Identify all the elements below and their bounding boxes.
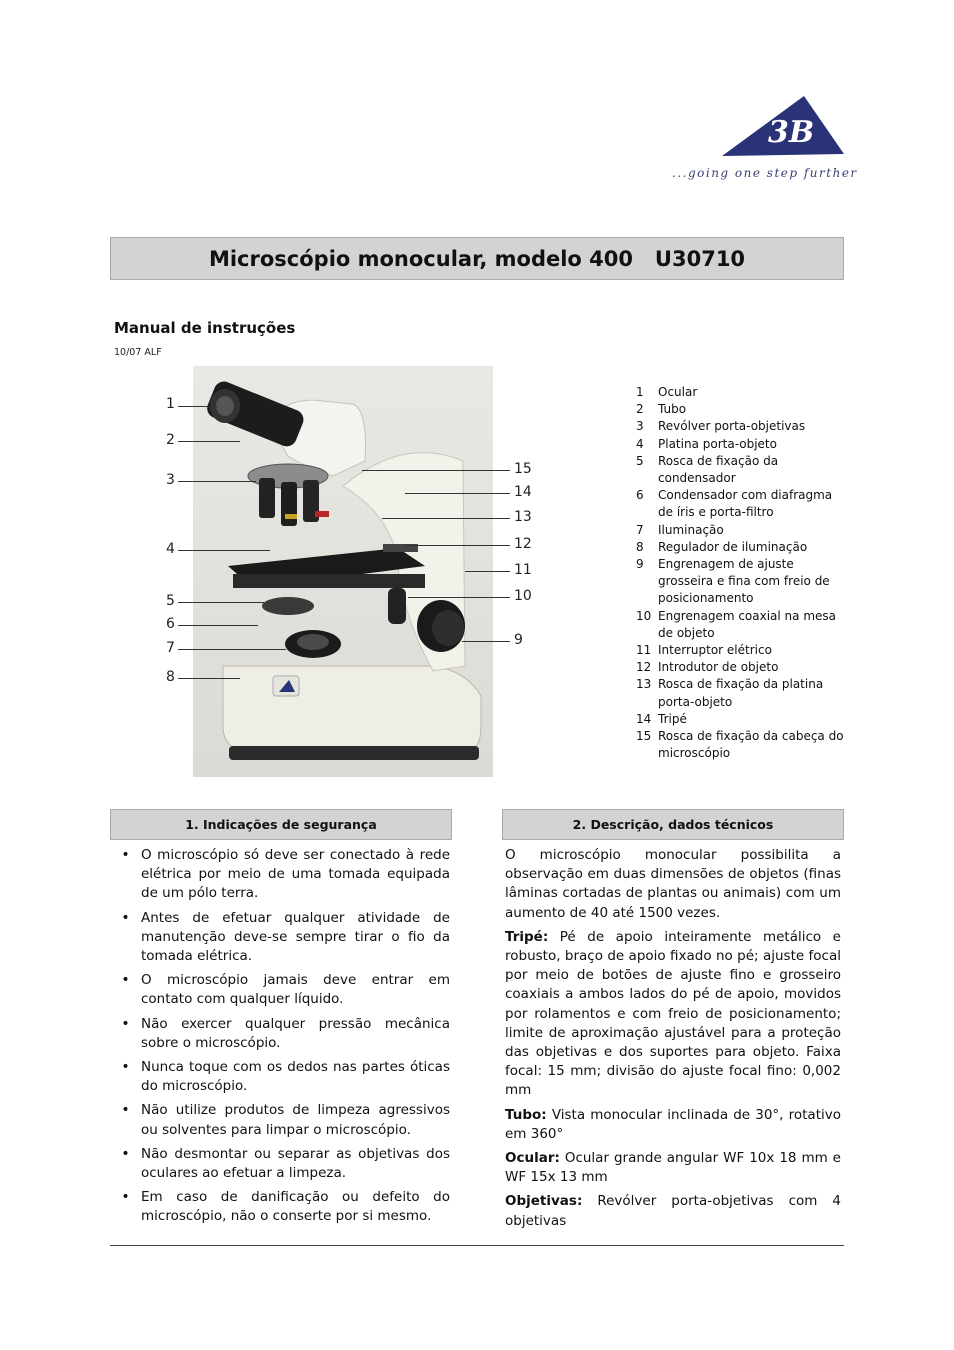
callout-line-10 [408,597,510,598]
list-item-text: Não utilize produtos de limpeza agressivos ou solventes para limpar o microscópio. [141,1102,450,1138]
description-paragraph [505,1149,841,1187]
legend-item [636,522,846,539]
legend-item [636,436,846,453]
bullet-icon: • [121,1102,130,1119]
legend-number: 13 [636,677,652,692]
legend-number: 7 [636,522,644,537]
bullet-icon: • [121,1145,130,1162]
legend-text: Regulador de iluminação [658,539,808,554]
list-item-text: Antes de efetuar qualquer atividade de manutenção deve-se sempre tirar o fio da tomada elétrica. [141,909,450,965]
list-item [110,1015,450,1053]
logo-tagline: ...going one step further [672,166,858,180]
legend-text: Tubo [658,402,687,417]
callout-line-14 [405,493,510,494]
paragraph-label: Tubo: [505,1106,547,1123]
legend-text: Engrenagem coaxial na mesa de objeto [658,608,837,640]
callout-10: 10 [514,588,532,604]
list-item-text: Nunca toque com os dedos nas partes óticas do microscópio. [141,1059,450,1095]
legend-text: Engrenagem de ajuste grosseira e fina com freio de posicionamento [658,557,830,606]
list-item [110,971,450,1009]
legend-number: 1 [636,385,644,399]
list-item [110,909,450,967]
paragraph-text: Pé de apoio inteiramente metálico e robusto, braço de apoio fixado no pé; ajuste focal por meio de botões de ajuste fino e grosseiro coaxiais a ambos lados do pé de apoio, movidos por rolamentos e com freio de posicionamento; limite de aproximação ajustável para a proteção das objetivas e dos suportes para objeto. Faixa focal: 15 mm; divisão do ajuste focal fino: 0,002 mm [505,928,841,1099]
callout-15: 15 [514,461,532,477]
list-item-text: O microscópio só deve ser conectado à rede elétrica por meio de uma tomada equipada de um pólo terra. [141,847,450,902]
list-item [110,1145,450,1183]
callout-12: 12 [514,536,532,552]
legend-item [636,401,846,418]
safety-list [110,846,450,1232]
list-item [110,1188,450,1226]
callout-4: 4 [166,541,175,557]
callout-1: 1 [166,396,175,412]
description-paragraph [505,1106,841,1144]
paragraph-label: Objetivas: [505,1193,583,1210]
callout-7: 7 [166,640,175,656]
svg-text:3B: 3B [768,115,815,150]
callout-line-13 [382,518,510,519]
description-paragraph [505,928,841,1101]
callout-line-5 [178,602,264,603]
bullet-icon: • [121,972,130,989]
callout-line-2 [178,441,240,442]
legend-number: 10 [636,608,652,623]
list-item-text: Não desmontar ou separar as objetivas dos oculares ao efetuar a limpeza. [141,1145,450,1182]
document-title: Microscópio monocular, modelo 400 U30710 [208,246,746,271]
legend-text: Interruptor elétrico [658,643,772,658]
list-item [110,1101,450,1139]
list-item [110,1058,450,1096]
legend-text: Tripé [658,711,687,726]
legend-number: 6 [636,488,644,503]
legend-item [636,487,846,521]
legend-text: Revólver porta-objetivas [658,419,806,434]
legend-number: 8 [636,539,644,554]
callout-line-7 [178,649,286,650]
legend-item [636,539,846,556]
legend-item [636,676,846,710]
paragraph-text: Vista monocular inclinada de 30°, rotativo em 360° [505,1106,841,1142]
callout-line-11 [465,571,510,572]
legend-item [636,556,846,608]
legend-text: Platina porta-objeto [658,436,777,451]
legend-item [636,418,846,435]
section-heading-safety: 1. Indicações de segurança [110,809,452,840]
callout-line-12 [405,545,510,546]
paragraph-label: Tripé: [505,928,549,945]
legend-text: Rosca de fixação da condensador [658,453,779,486]
legend-number: 5 [636,453,644,468]
callout-2: 2 [166,432,175,448]
bullet-icon: • [121,1059,130,1076]
legend-item [636,642,846,659]
legend-number: 3 [636,419,644,434]
legend-item [636,728,846,762]
manual-heading: Manual de instruções [114,319,296,337]
list-item-text: O microscópio jamais deve entrar em contato com qualquer líquido. [141,972,450,1008]
legend-item [636,608,846,642]
legend-text: Ocular [658,385,698,399]
microscope-photo [193,366,493,777]
section-heading-description: 2. Descrição, dados técnicos [502,809,844,840]
callout-line-15 [362,470,510,471]
legend-number: 4 [636,436,644,451]
manual-date: 10/07 ALF [114,347,162,358]
parts-legend [636,384,846,762]
callout-line-1 [178,406,218,407]
title-bar [110,237,844,280]
callout-13: 13 [514,509,532,525]
legend-number: 11 [636,643,652,658]
legend-text: Rosca de fixação da cabeça do microscópio [658,729,844,761]
list-item-text: Em caso de danificação ou defeito do microscópio, não o conserte por si mesmo. [141,1189,450,1225]
callout-line-4 [178,550,270,551]
callout-14: 14 [514,484,532,500]
paragraph-label: Ocular: [505,1150,560,1167]
callout-6: 6 [166,616,175,632]
legend-number: 2 [636,402,644,417]
callout-line-3 [178,481,256,482]
callout-11: 11 [514,562,532,578]
callout-line-8 [178,678,240,679]
list-item-text: Não exercer qualquer pressão mecânica sobre o microscópio. [141,1015,450,1051]
callout-3: 3 [166,472,175,488]
legend-number: 12 [636,660,652,675]
legend-number: 15 [636,729,652,744]
legend-item [636,384,846,401]
callout-line-9 [462,641,510,642]
list-item [110,846,450,904]
bullet-icon: • [121,1189,130,1206]
paragraph-text: Revólver porta-objetivas com 4 objetivas [505,1193,841,1229]
description-paragraph [505,1192,841,1230]
description-intro: O microscópio monocular possibilita a observação em duas dimensões de objetos (finas lâminas cortadas de plantas ou animais) com um aumento de 40 até 1500 vezes. [505,847,841,921]
paragraph-text: Ocular grande angular WF 10x 18 mm e WF 15x 13 mm [505,1150,841,1186]
callout-line-6 [178,625,258,626]
footer-rule [110,1245,844,1246]
legend-item [636,659,846,676]
bullet-icon: • [121,1015,130,1032]
bullet-icon: • [121,847,130,863]
callout-5: 5 [166,593,175,609]
bullet-icon: • [121,909,130,926]
legend-text: Iluminação [658,522,724,537]
legend-text: Introdutor de objeto [658,660,779,675]
legend-text: Rosca de fixação da platina porta-objeto [658,677,824,709]
callout-8: 8 [166,669,175,685]
legend-item [636,453,846,487]
legend-text: Condensador com diafragma de íris e porta-filtro [658,488,833,520]
legend-number: 14 [636,711,652,726]
callout-9: 9 [514,632,523,648]
legend-item [636,711,846,728]
description-body [505,846,841,1236]
legend-number: 9 [636,557,644,572]
